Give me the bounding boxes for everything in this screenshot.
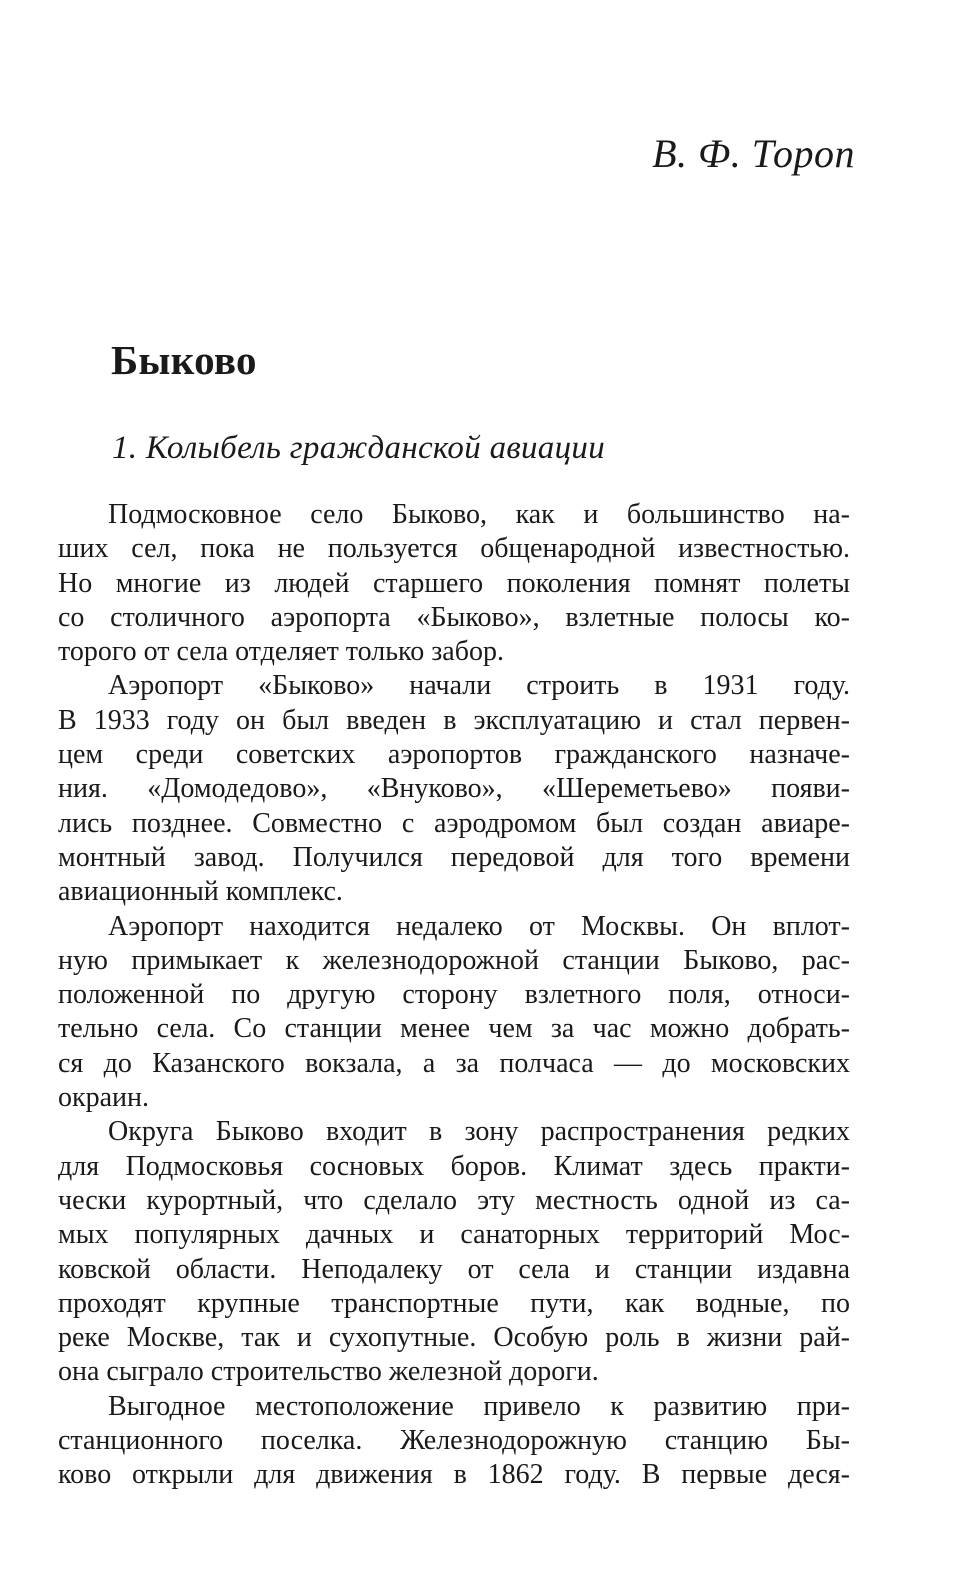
- body-text: [58, 498, 850, 1493]
- text-line: ково открыли для движения в 1862 году. В первые деся-: [58, 1459, 850, 1491]
- section-title: 1. Колыбель гражданской авиации: [112, 430, 605, 466]
- text-line: Округа Быково входит в зону распространения редких: [108, 1116, 850, 1148]
- text-line: тельно села. Со станции менее чем за час можно добрать-: [58, 1013, 850, 1045]
- text-line: монтный завод. Получился передовой для того времени: [58, 841, 850, 873]
- text-line: мых популярных дачных и санаторных территорий Мос-: [58, 1219, 850, 1251]
- paragraph: [58, 498, 850, 669]
- text-line: станционного поселка. Железнодорожную станцию Бы-: [58, 1425, 850, 1457]
- text-line: Аэропорт находится недалеко от Москвы. Он вплот-: [108, 910, 850, 942]
- text-line: она сыграло строительство железной дороги.: [58, 1356, 599, 1388]
- text-line: торого от села отделяет только забор.: [58, 636, 504, 668]
- text-line: Выгодное местоположение привело к развитию при-: [108, 1390, 850, 1422]
- text-line: чески курортный, что сделало эту местность одной из са-: [58, 1184, 850, 1216]
- paragraph: [58, 910, 850, 1116]
- text-line: ную примыкает к железнодорожной станции Быково, рас-: [58, 944, 850, 976]
- chapter-title: Быково: [111, 337, 257, 383]
- text-line: Но многие из людей старшего поколения помнят полеты: [58, 567, 850, 599]
- paragraph: [58, 1115, 850, 1389]
- text-line: окраин.: [58, 1082, 149, 1114]
- text-line: Подмосковное село Быково, как и большинство на-: [108, 499, 850, 530]
- text-line: цем среди советских аэропортов гражданского назначе-: [58, 739, 850, 771]
- text-line: лись позднее. Совместно с аэродромом был создан авиаре-: [58, 807, 850, 839]
- text-line: В 1933 году он был введен в эксплуатацию и стал первен-: [58, 704, 850, 736]
- text-line: со столичного аэропорта «Быково», взлетные полосы ко-: [58, 601, 850, 633]
- text-line: реке Москве, так и сухопутные. Особую роль в жизни рай-: [58, 1322, 850, 1354]
- text-line: ния. «Домодедово», «Внуково», «Шереметьево» появи-: [58, 773, 850, 805]
- text-line: ших сел, пока не пользуется общенародной известностью.: [58, 533, 850, 565]
- paragraph: [58, 1390, 850, 1493]
- text-line: ся до Казанского вокзала, а за полчаса — до московских: [58, 1047, 850, 1079]
- text-line: авиационный комплекс.: [58, 876, 343, 908]
- text-line: для Подмосковья сосновых боров. Климат здесь практи-: [58, 1150, 850, 1182]
- paragraph: [58, 669, 850, 909]
- text-line: положенной по другую сторону взлетного поля, относи-: [58, 979, 850, 1011]
- text-line: ковской области. Неподалеку от села и станции издавна: [58, 1253, 850, 1285]
- author-name: В. Ф. Тороп: [652, 131, 855, 176]
- text-line: проходят крупные транспортные пути, как водные, по: [58, 1287, 850, 1319]
- text-line: Аэропорт «Быково» начали строить в 1931 году.: [108, 670, 850, 702]
